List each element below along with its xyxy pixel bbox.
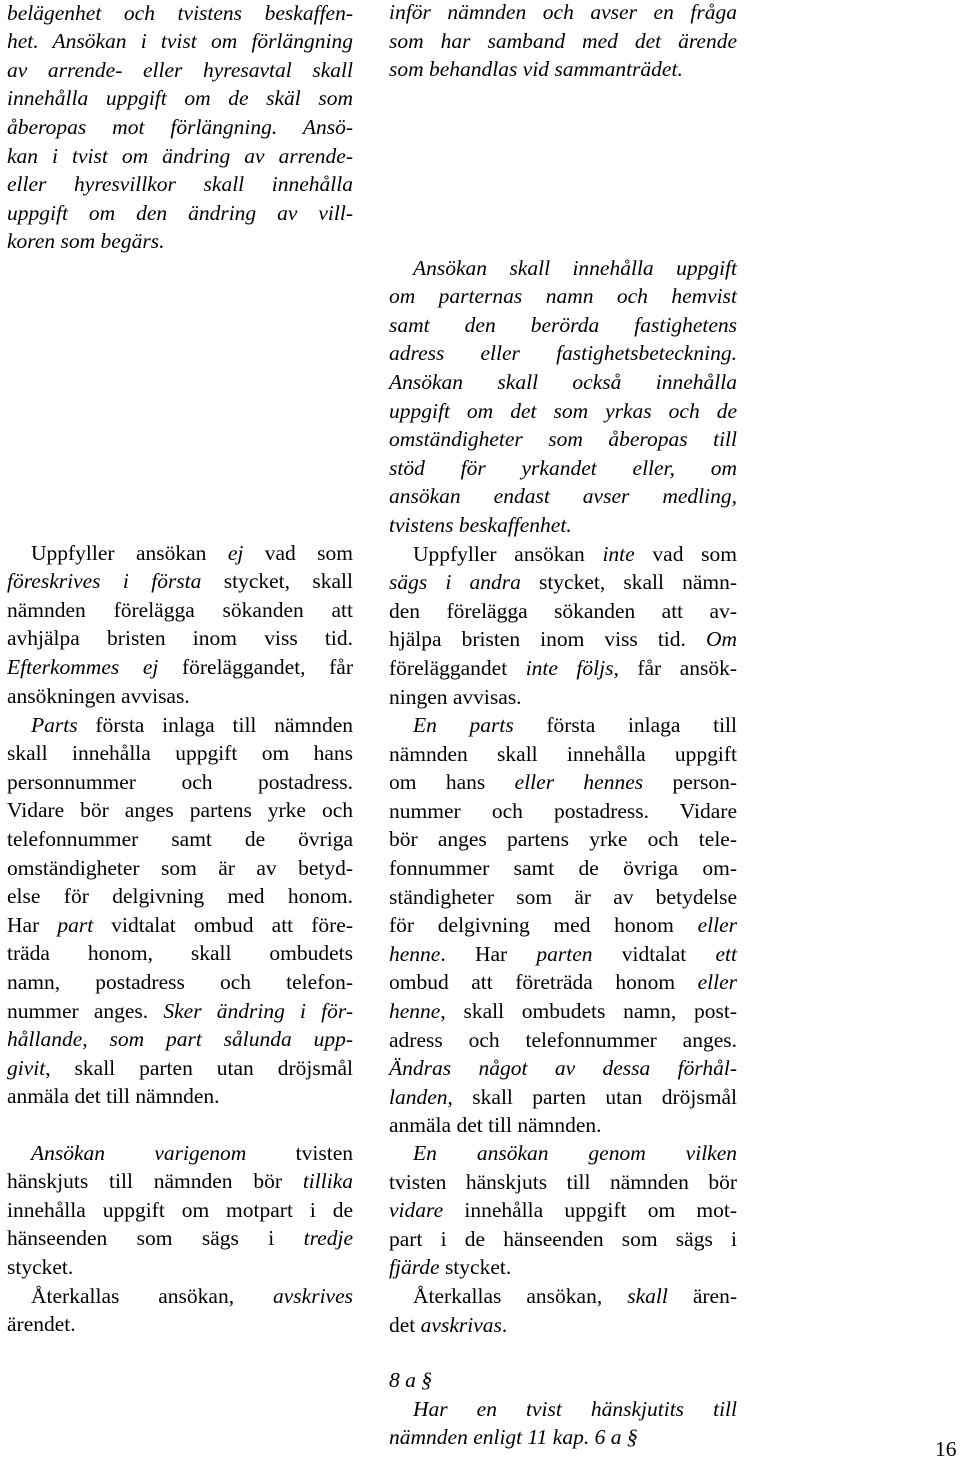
text-run: ärendet. xyxy=(7,1312,76,1337)
italic-run: tillika xyxy=(302,1169,353,1194)
text-run: första inlaga till nämnden xyxy=(77,712,353,737)
text-run: det xyxy=(389,1312,421,1337)
text-line xyxy=(7,113,353,142)
italic-run: avskrivas xyxy=(420,1312,502,1337)
text-line xyxy=(7,739,353,768)
text-line xyxy=(7,1167,353,1196)
text-line xyxy=(389,425,737,454)
text-line xyxy=(7,1082,353,1111)
text-line xyxy=(7,911,353,940)
text-run: hjälpa bristen inom viss tid. xyxy=(389,627,706,652)
italic-run: stöd för yrkandet eller, om xyxy=(389,455,737,480)
text-line xyxy=(7,596,353,625)
text-run: nämnden skall innehålla uppgift xyxy=(389,741,737,766)
text-line xyxy=(7,1054,353,1083)
italic-run: om parternas namn och hemvist xyxy=(389,284,737,309)
text-line xyxy=(389,768,737,797)
italic-run: henne xyxy=(389,941,441,966)
text-line xyxy=(389,1026,737,1055)
italic-run: åberopas mot förlängning. Ansö- xyxy=(7,114,353,139)
text-run: stycket, skall nämn- xyxy=(520,570,738,595)
italic-run: part xyxy=(57,912,94,937)
text-line xyxy=(7,27,353,56)
text-run: vad som xyxy=(634,541,737,566)
italic-run: uppgift om den ändring av vill- xyxy=(7,200,353,225)
italic-run: Efterkommes ej xyxy=(7,654,159,679)
text-line xyxy=(389,1311,737,1340)
text-line xyxy=(389,625,737,654)
text-run: . xyxy=(501,1312,508,1337)
text-line xyxy=(7,1310,353,1339)
text-line xyxy=(389,254,737,283)
text-run: , får ansök- xyxy=(613,655,738,680)
text-line xyxy=(389,368,737,397)
text-run: för delgivning med honom xyxy=(389,913,698,938)
text-line xyxy=(389,883,737,912)
text-line xyxy=(389,940,737,969)
text-line xyxy=(7,567,353,596)
text-run: namn, postadress och telefon- xyxy=(7,969,353,994)
text-line xyxy=(7,56,353,85)
text-run: vidtalat ombud att före- xyxy=(93,912,353,937)
text-line xyxy=(389,997,737,1026)
text-run: skall innehålla uppgift om hans xyxy=(7,741,353,766)
italic-run: het. Ansökan i tvist om förlängning xyxy=(7,29,353,54)
text-line xyxy=(7,825,353,854)
text-line xyxy=(389,482,737,511)
text-run: Återkallas ansökan, xyxy=(31,1283,273,1308)
text-line xyxy=(389,568,737,597)
text-line xyxy=(389,825,737,854)
text-run: Uppfyller ansökan xyxy=(413,541,603,566)
italic-run: inte xyxy=(602,541,635,566)
text-line xyxy=(7,84,353,113)
italic-run: eller xyxy=(697,970,737,995)
text-line xyxy=(389,1282,737,1311)
text-run: , skall parten utan dröjsmål xyxy=(447,1084,737,1109)
italic-run: Ändras något av dessa förhål- xyxy=(389,1056,737,1081)
italic-run: skall xyxy=(627,1284,668,1308)
italic-run: belägenhet och tvistens beskaffen- xyxy=(7,0,353,25)
text-run: anmäla det till nämnden. xyxy=(7,1084,220,1109)
italic-run: Parts xyxy=(31,712,78,737)
text-run: else för delgivning med honom. xyxy=(7,884,353,909)
text-run: part i de hänseenden som sägs i xyxy=(389,1226,737,1251)
italic-run: henne xyxy=(389,999,441,1023)
text-line xyxy=(7,968,353,997)
text-line xyxy=(7,653,353,682)
text-line xyxy=(7,1253,353,1282)
italic-run: fjärde xyxy=(389,1255,440,1280)
text-line xyxy=(389,454,737,483)
italic-run: 8 a § xyxy=(389,1368,432,1392)
text-line xyxy=(389,1054,737,1083)
text-run: hänskjuts till nämnden bör xyxy=(7,1169,303,1194)
text-line xyxy=(389,1111,737,1140)
text-line xyxy=(389,1083,737,1112)
italic-run: eller xyxy=(697,913,737,938)
text-line xyxy=(389,1253,737,1282)
text-run: föreläggandet, får xyxy=(158,654,353,679)
text-line xyxy=(7,882,353,911)
page-number: 16 xyxy=(935,1437,957,1461)
text-line xyxy=(7,682,353,711)
text-run: ständigheter som är av betydelse xyxy=(389,884,737,909)
text-line xyxy=(7,711,353,740)
italic-run: Ansökan skall innehålla uppgift xyxy=(413,255,737,280)
italic-run: Ansökan skall också innehålla xyxy=(389,369,737,394)
text-run: nämnden förelägga sökanden att xyxy=(7,597,353,622)
italic-run: parten xyxy=(536,941,593,966)
text-run: , skall parten utan dröjsmål xyxy=(45,1055,353,1080)
text-run: stycket. xyxy=(439,1255,512,1280)
text-line xyxy=(389,740,737,769)
text-run: anmäla det till nämnden. xyxy=(389,1113,602,1138)
italic-run: av arrende- eller hyresavtal skall xyxy=(7,57,353,82)
italic-run: ett xyxy=(715,941,738,966)
text-run: den förelägga sökanden att av- xyxy=(389,598,737,623)
italic-run: som har samband med det ärende xyxy=(389,28,737,53)
text-run: Uppfyller ansökan xyxy=(31,540,228,565)
italic-run: nämnden enligt 11 kap. 6 a § xyxy=(389,1425,638,1450)
italic-run: En parts xyxy=(413,713,514,737)
text-run: föreläggandet xyxy=(389,655,526,680)
text-line xyxy=(389,654,737,683)
text-run: bör anges partens yrke och tele- xyxy=(389,827,737,852)
text-run: person- xyxy=(643,770,737,795)
text-line xyxy=(7,768,353,797)
text-run: träda honom, skall ombudets xyxy=(7,941,353,966)
italic-run: tvistens beskaffenhet. xyxy=(389,512,572,537)
text-run: personnummer och postadress. xyxy=(7,769,353,794)
text-line xyxy=(389,1196,737,1225)
italic-run: eller hennes xyxy=(514,770,644,795)
italic-run: tredje xyxy=(303,1226,353,1251)
text-line xyxy=(7,854,353,883)
text-line xyxy=(7,624,353,653)
italic-run: givit xyxy=(7,1055,46,1080)
text-line xyxy=(7,142,353,171)
italic-run: ej xyxy=(227,540,244,565)
text-line xyxy=(389,397,737,426)
text-run: stycket, skall xyxy=(201,569,353,594)
text-run: Vidare bör anges partens yrke och xyxy=(7,798,353,823)
text-line xyxy=(7,1025,353,1054)
text-run: nummer och postadress. Vidare xyxy=(389,798,737,823)
italic-run: föreskrives i första xyxy=(7,569,202,594)
text-line xyxy=(389,711,737,740)
italic-run: samt den berörda fastighetens xyxy=(389,312,737,337)
italic-run: uppgift om det som yrkas och de xyxy=(389,398,737,423)
italic-run: En ansökan genom vilken xyxy=(413,1141,737,1165)
text-line xyxy=(7,170,353,199)
text-run: innehålla uppgift om motpart i de xyxy=(7,1197,353,1222)
text-line xyxy=(389,282,737,311)
text-line xyxy=(7,1224,353,1253)
text-line xyxy=(7,1282,353,1311)
italic-run: eller hyresvillkor skall innehålla xyxy=(7,172,353,197)
text-line xyxy=(389,797,737,826)
text-run: hänseenden som sägs i xyxy=(7,1226,304,1251)
italic-run: Sker ändring i för- xyxy=(163,998,353,1023)
italic-run: sägs i andra xyxy=(389,570,521,595)
text-run: vidtalat xyxy=(592,941,716,966)
italic-run: Ansökan varigenom xyxy=(31,1140,247,1165)
text-run: stycket. xyxy=(7,1254,74,1279)
text-run: vad som xyxy=(243,540,353,565)
text-run: . Har xyxy=(440,941,537,966)
text-line xyxy=(389,27,737,56)
text-line xyxy=(389,540,737,569)
italic-run: avskrives xyxy=(273,1283,353,1308)
text-line xyxy=(389,1225,737,1254)
text-run: ansökningen avvisas. xyxy=(7,683,190,708)
italic-run: inte följs xyxy=(525,655,614,680)
italic-run: vidare xyxy=(389,1198,444,1223)
text-line xyxy=(389,683,737,712)
text-line xyxy=(389,511,737,540)
text-line xyxy=(389,1395,737,1424)
italic-run: som behandlas vid sammanträdet. xyxy=(389,57,683,82)
text-run: ären- xyxy=(667,1284,737,1308)
text-line xyxy=(7,0,353,27)
text-line xyxy=(389,1423,737,1452)
text-run: , skall ombudets namn, post- xyxy=(440,999,737,1023)
text-line xyxy=(7,1196,353,1225)
italic-run: koren som begärs. xyxy=(7,229,165,254)
text-line xyxy=(7,1139,353,1168)
text-line xyxy=(389,55,737,84)
italic-run: inför nämnden och avser en fråga xyxy=(389,0,737,24)
text-line xyxy=(389,854,737,883)
italic-run: adress eller fastighetsbeteckning. xyxy=(389,341,737,366)
text-line xyxy=(389,1139,737,1168)
italic-run: innehålla uppgift om de skäl som xyxy=(7,86,353,111)
text-run: om hans xyxy=(389,770,515,795)
italic-run: kan i tvist om ändring av arrende- xyxy=(7,143,353,168)
text-line xyxy=(389,339,737,368)
text-line xyxy=(7,227,353,256)
text-run: innehålla uppgift om mot- xyxy=(443,1198,737,1223)
text-run: ningen avvisas. xyxy=(389,684,522,709)
text-line xyxy=(7,997,353,1026)
text-line xyxy=(7,796,353,825)
text-run: telefonnummer samt de övriga xyxy=(7,826,353,851)
text-line xyxy=(7,939,353,968)
text-line xyxy=(389,1168,737,1197)
text-line xyxy=(389,1366,737,1395)
text-run: ombud att företräda honom xyxy=(389,970,698,995)
text-run: tvisten xyxy=(246,1140,353,1165)
text-line xyxy=(389,911,737,940)
text-line xyxy=(7,199,353,228)
italic-run: ansökan endast avser medling, xyxy=(389,484,737,509)
text-run: Återkallas ansökan, xyxy=(413,1284,628,1308)
text-line xyxy=(7,539,353,568)
text-line xyxy=(389,311,737,340)
italic-run: omständigheter som åberopas till xyxy=(389,427,737,452)
text-run: avhjälpa bristen inom viss tid. xyxy=(7,626,353,651)
text-line xyxy=(389,968,737,997)
text-run: adress och telefonnummer anges. xyxy=(389,1027,737,1052)
text-line xyxy=(389,597,737,626)
text-run: Har xyxy=(7,912,58,937)
text-run: tvisten hänskjuts till nämnden bör xyxy=(389,1169,737,1194)
text-run: fonnummer samt de övriga om- xyxy=(389,856,737,880)
text-run: nummer anges. xyxy=(7,998,164,1023)
text-line xyxy=(389,0,737,27)
text-run: första inlaga till xyxy=(513,713,737,737)
italic-run: Har en tvist hänskjutits till xyxy=(413,1396,737,1421)
text-run: omständigheter som är av betyd- xyxy=(7,855,353,880)
italic-run: hållande, som part sålunda upp- xyxy=(7,1027,353,1052)
italic-run: Om xyxy=(705,627,737,652)
italic-run: landen xyxy=(389,1084,448,1109)
